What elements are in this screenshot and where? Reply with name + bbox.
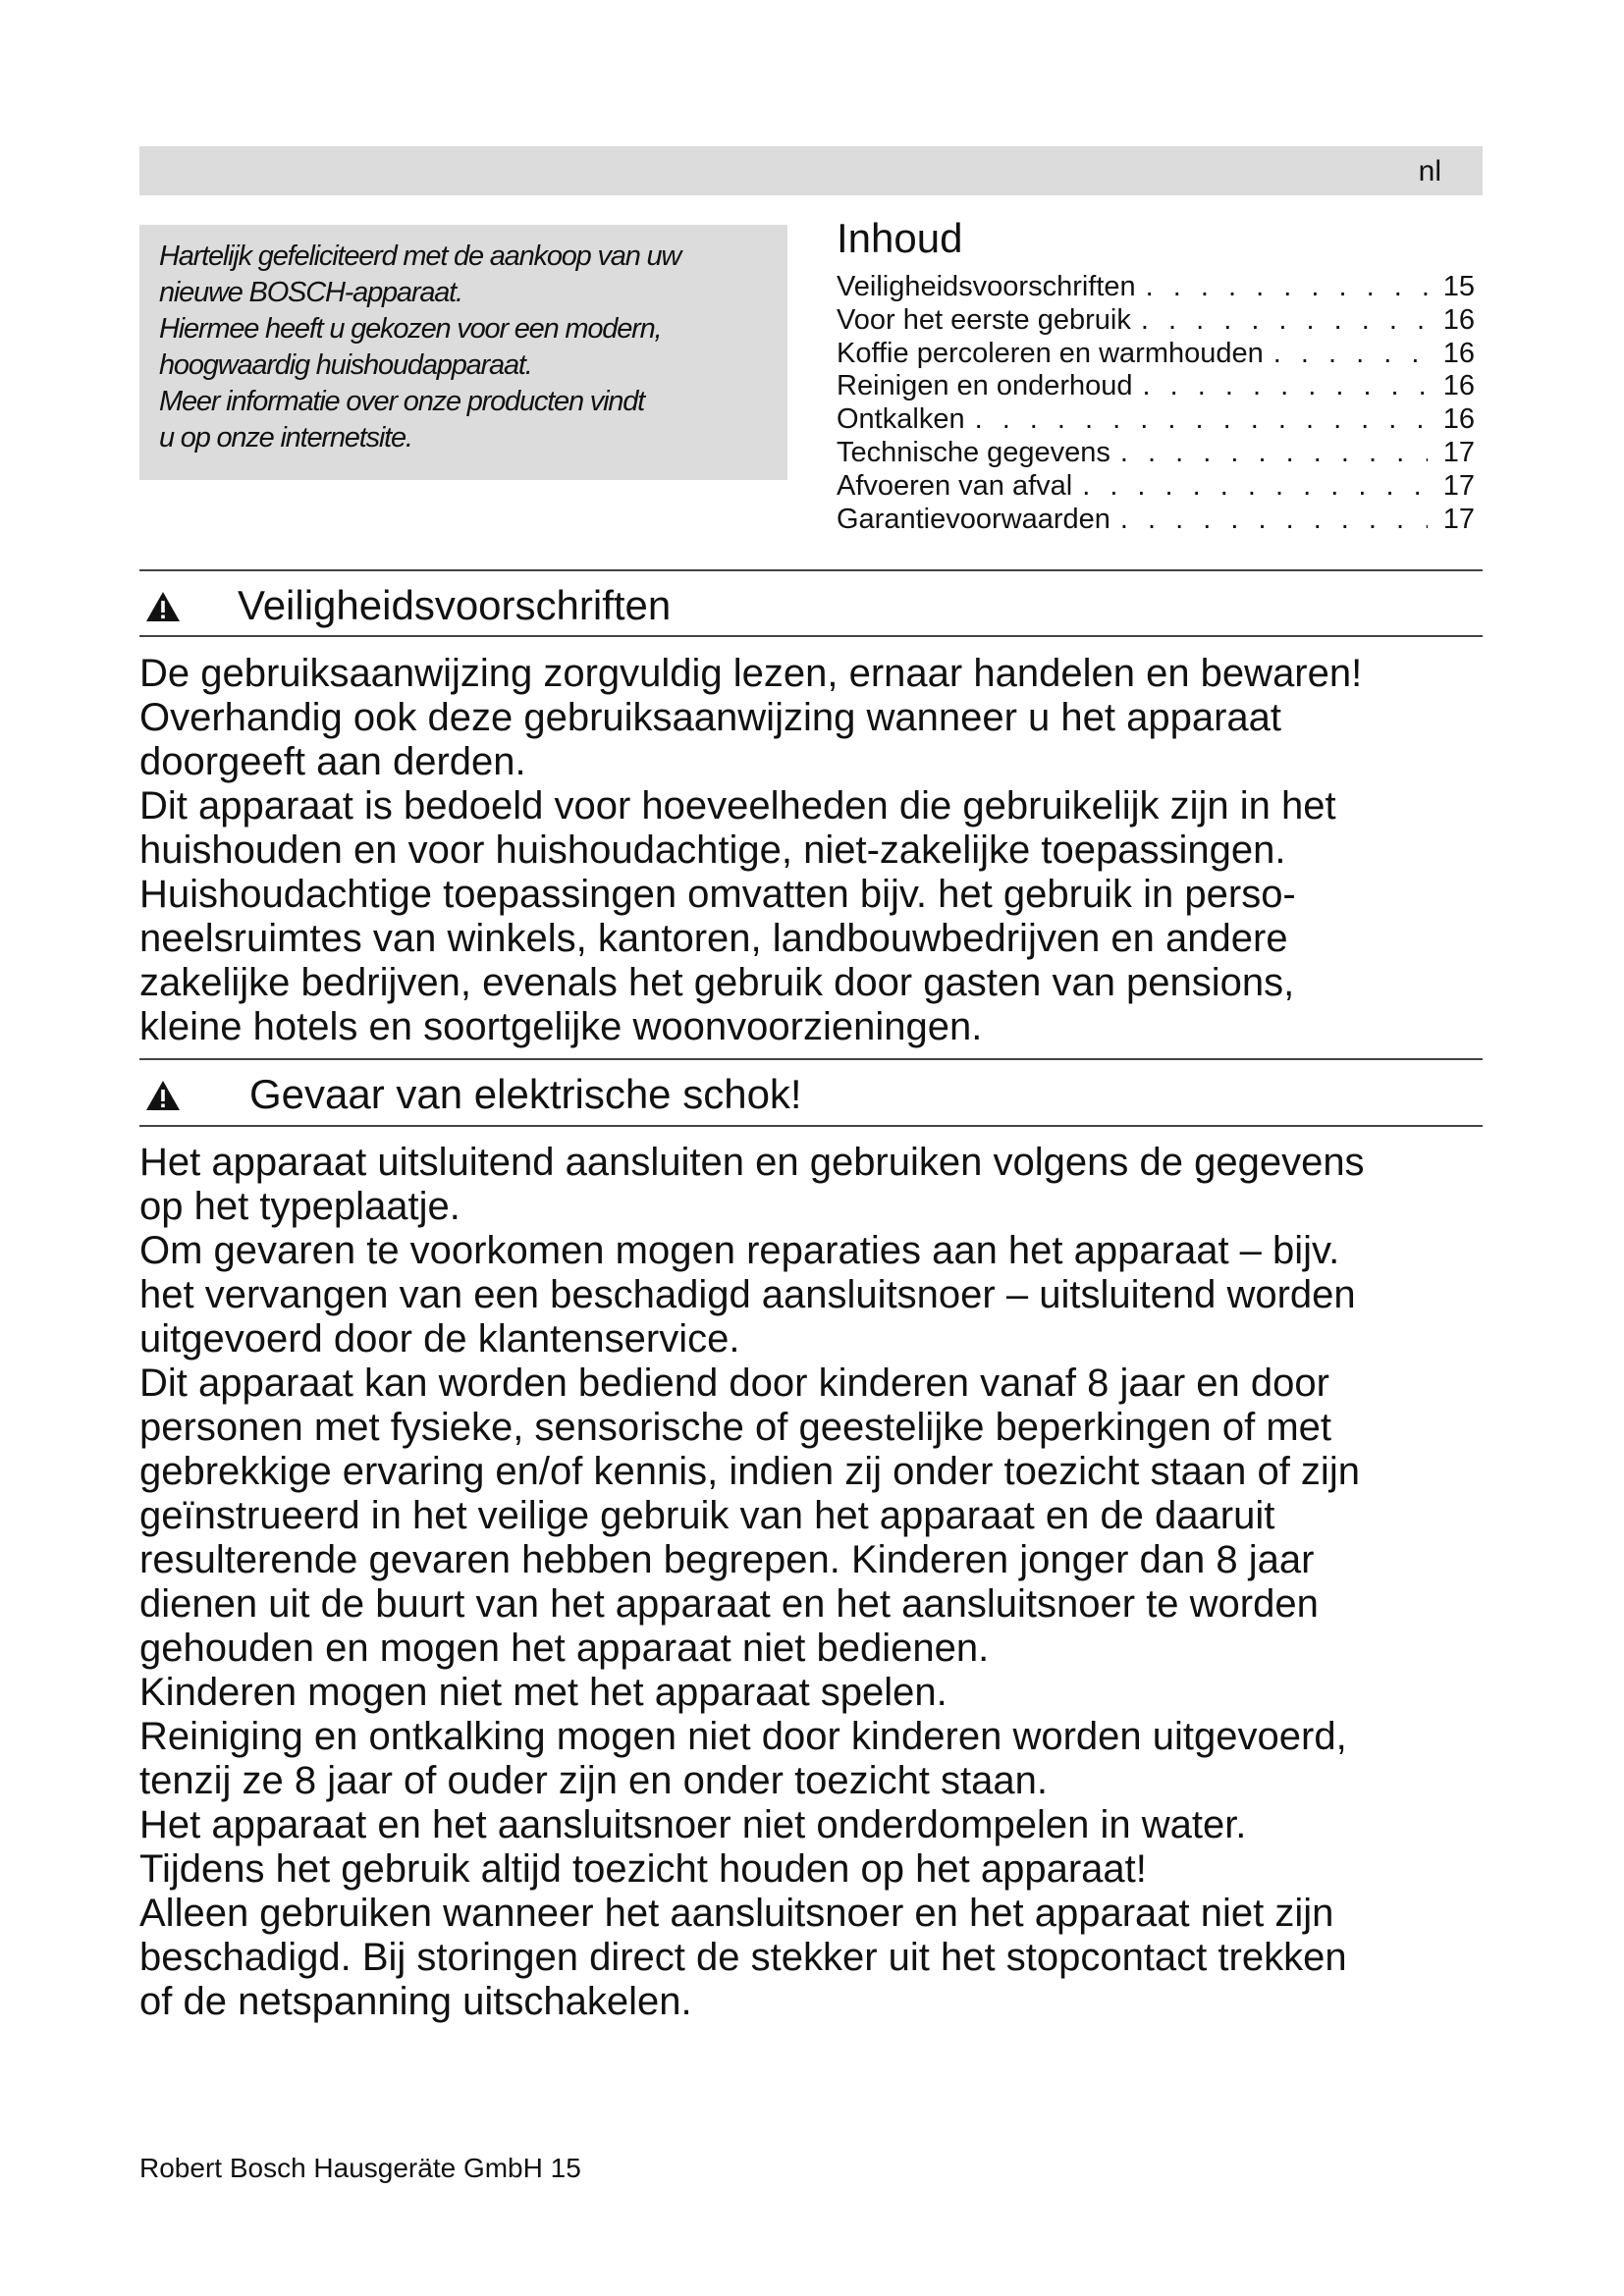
toc-entry-label: Reinigen en onderhoud: [837, 370, 1133, 402]
body-line: beschadigd. Bij storingen direct de stekker uit het stopcontact trekken: [139, 1936, 1347, 1979]
toc-leader-dots: [1120, 504, 1428, 537]
toc-leader-dots: [1082, 470, 1428, 504]
toc-leader-dots: [1273, 338, 1428, 371]
section-rule: [139, 635, 1483, 637]
body-line: huishouden en voor huishoudachtige, niet-zakelijke toepassingen.: [139, 828, 1286, 872]
body-line: gehouden en mogen het apparaat niet bedienen.: [139, 1627, 990, 1670]
toc-entry-page: 17: [1442, 469, 1475, 502]
welcome-line: hoogwaardig huishoudapparaat.: [159, 349, 532, 381]
toc-entry-page: 16: [1442, 337, 1475, 369]
body-line: kleine hotels en soortgelijke woonvoorzieningen.: [139, 1005, 983, 1048]
toc-entry-veiligheidsvoorschriften[interactable]: [837, 271, 1475, 304]
body-line: uitgevoerd door de klantenservice.: [139, 1317, 740, 1361]
header-bar: [139, 146, 1483, 195]
body-line: Alleen gebruiken wanneer het aansluitsnoer en het apparaat niet zijn: [139, 1892, 1334, 1935]
welcome-line: Meer informatie over onze producten vindt: [159, 386, 645, 417]
body-line: Dit apparaat kan worden bediend door kinderen vanaf 8 jaar en door: [139, 1362, 1329, 1405]
toc-leader-dots: [1141, 304, 1428, 338]
section-heading-safety: [139, 579, 1483, 632]
toc-entry-ontkalken[interactable]: [837, 403, 1475, 437]
body-line: Kinderen mogen niet met het apparaat spelen.: [139, 1671, 947, 1714]
body-line: doorgeeft aan derden.: [139, 740, 526, 783]
section-rule: [139, 569, 1483, 571]
welcome-line: Hartelijk gefeliciteerd met de aankoop van uw: [159, 240, 681, 272]
body-line: gebrekkige ervaring en/of kennis, indien zij onder toezicht staan of zijn: [139, 1450, 1360, 1493]
toc-entry-page: 16: [1442, 370, 1475, 402]
warning-icon: [145, 591, 181, 622]
toc-entry-label: Koffie percoleren en warmhouden: [837, 337, 1264, 369]
language-code: nl: [1418, 155, 1441, 187]
body-line: zakelijke bedrijven, evenals het gebruik door gasten van pensions,: [139, 961, 1295, 1004]
toc-entry-page: 15: [1442, 271, 1475, 302]
toc-entry-page: 16: [1442, 303, 1475, 336]
toc-entry-label: Ontkalken: [837, 403, 965, 436]
warning-icon: [145, 1080, 181, 1111]
toc-title: Inhoud: [837, 215, 963, 261]
toc-leader-dots: [1143, 370, 1428, 403]
section-rule: [139, 1058, 1483, 1060]
toc-entry-page: 16: [1442, 403, 1475, 436]
table-of-contents: [837, 214, 1475, 536]
body-line: Huishoudachtige toepassingen omvatten bijv. het gebruik in perso-: [139, 873, 1296, 916]
body-line: Om gevaren te voorkomen mogen reparaties aan het apparaat – bijv.: [139, 1229, 1340, 1272]
body-line: Het apparaat en het aansluitsnoer niet onderdompelen in water.: [139, 1803, 1247, 1846]
toc-leader-dots: [975, 403, 1428, 437]
body-line: Dit apparaat is bedoeld voor hoeveelheden die gebruikelijk zijn in het: [139, 784, 1336, 828]
section-body-electric-shock: [139, 1141, 1504, 2024]
welcome-line: u op onze internetsite.: [159, 422, 412, 454]
section-body-safety: [139, 652, 1504, 1049]
section-title: Gevaar van elektrische schok!: [249, 1071, 802, 1117]
page-footer: Robert Bosch Hausgeräte GmbH 15: [139, 2153, 581, 2183]
body-line: dienen uit de buurt van het apparaat en het aansluitsnoer te worden: [139, 1582, 1319, 1626]
toc-entry-label: Afvoeren van afval: [837, 469, 1073, 502]
toc-entry-label: Garantievoorwaarden: [837, 503, 1110, 535]
toc-entry-label: Technische gegevens: [837, 436, 1110, 468]
body-line: Reiniging en ontkalking mogen niet door kinderen worden uitgevoerd,: [139, 1715, 1347, 1758]
toc-entry-label: Veiligheidsvoorschriften: [837, 271, 1136, 302]
toc-entry-page: 17: [1442, 436, 1475, 468]
toc-entry-label: Voor het eerste gebruik: [837, 303, 1131, 336]
body-line: op het typeplaatje.: [139, 1185, 460, 1228]
body-line: De gebruiksaanwijzing zorgvuldig lezen, ernaar handelen en bewaren!: [139, 652, 1363, 695]
section-rule: [139, 1125, 1483, 1127]
body-line: neelsruimtes van winkels, kantoren, landbouwbedrijven en andere: [139, 917, 1288, 960]
body-line: tenzij ze 8 jaar of ouder zijn en onder toezicht staan.: [139, 1759, 1048, 1802]
toc-entry-voor-het-eerste-gebruik[interactable]: [837, 304, 1475, 338]
welcome-line: nieuwe BOSCH-apparaat.: [159, 277, 462, 308]
body-line: personen met fysieke, sensorische of geestelijke beperkingen of met: [139, 1406, 1332, 1449]
body-line: het vervangen van een beschadigd aansluitsnoer – uitsluitend worden: [139, 1273, 1356, 1316]
toc-entry-page: 17: [1442, 503, 1475, 535]
body-line: of de netspanning uitschakelen.: [139, 1980, 692, 2023]
toc-entry-reinigen-en-onderhoud[interactable]: [837, 370, 1475, 403]
toc-leader-dots: [1120, 437, 1428, 470]
welcome-box: [139, 225, 787, 480]
body-line: geïnstrueerd in het veilige gebruik van het apparaat en de daaruit: [139, 1494, 1275, 1537]
toc-leader-dots: [1146, 271, 1428, 304]
section-heading-electric-shock: [139, 1068, 1483, 1121]
toc-entry-koffie-percoleren[interactable]: [837, 338, 1475, 371]
toc-entry-afvoeren-van-afval[interactable]: [837, 470, 1475, 504]
toc-entry-technische-gegevens[interactable]: [837, 437, 1475, 470]
section-title: Veiligheidsvoorschriften: [238, 582, 672, 628]
body-line: Het apparaat uitsluitend aansluiten en gebruiken volgens de gegevens: [139, 1141, 1365, 1184]
body-line: Overhandig ook deze gebruiksaanwijzing wanneer u het apparaat: [139, 696, 1281, 739]
body-line: Tijdens het gebruik altijd toezicht houden op het apparaat!: [139, 1847, 1147, 1891]
welcome-line: Hiermee heeft u gekozen voor een modern,: [159, 313, 662, 345]
body-line: resulterende gevaren hebben begrepen. Kinderen jonger dan 8 jaar: [139, 1538, 1315, 1581]
toc-entry-garantievoorwaarden[interactable]: [837, 504, 1475, 537]
